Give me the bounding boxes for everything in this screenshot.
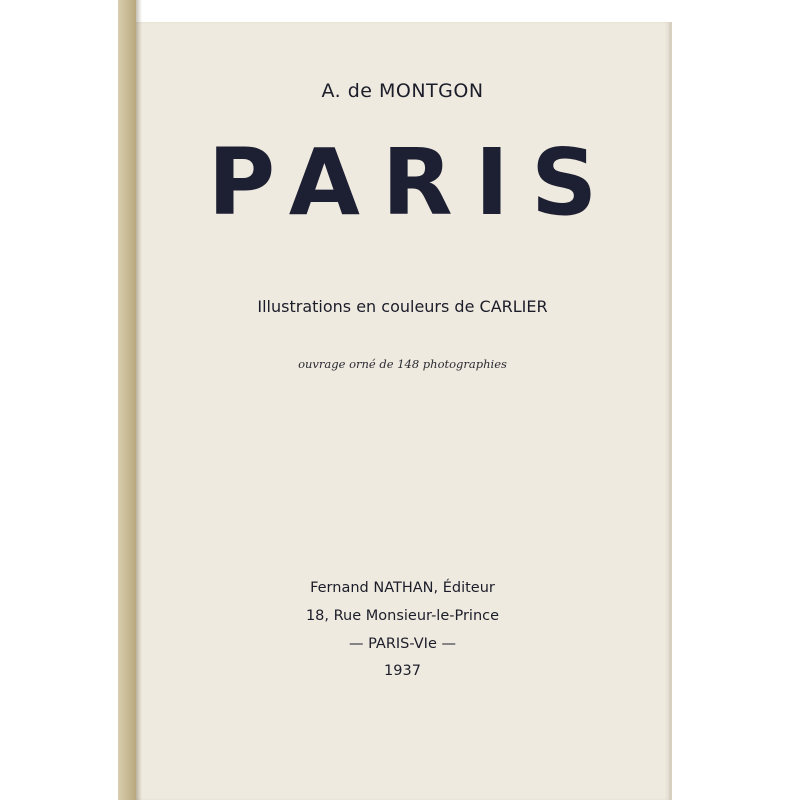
publisher-city: — PARIS-VIe — [348,636,456,652]
book-title: PARIS [207,129,620,236]
page-edge [669,22,672,800]
publisher-name: Fernand NATHAN, Éditeur [310,580,495,596]
author-name: A. de MONTGON [321,80,484,102]
publication-year: 1937 [384,663,421,679]
photographs-note: ouvrage orné de 148 photographies [298,357,507,371]
book-spine [118,0,136,800]
publisher-address: 18, Rue Monsieur-le-Prince [305,608,500,624]
illustrations-credit: Illustrations en couleurs de CARLIER [257,297,548,316]
gutter-shadow [136,0,142,800]
